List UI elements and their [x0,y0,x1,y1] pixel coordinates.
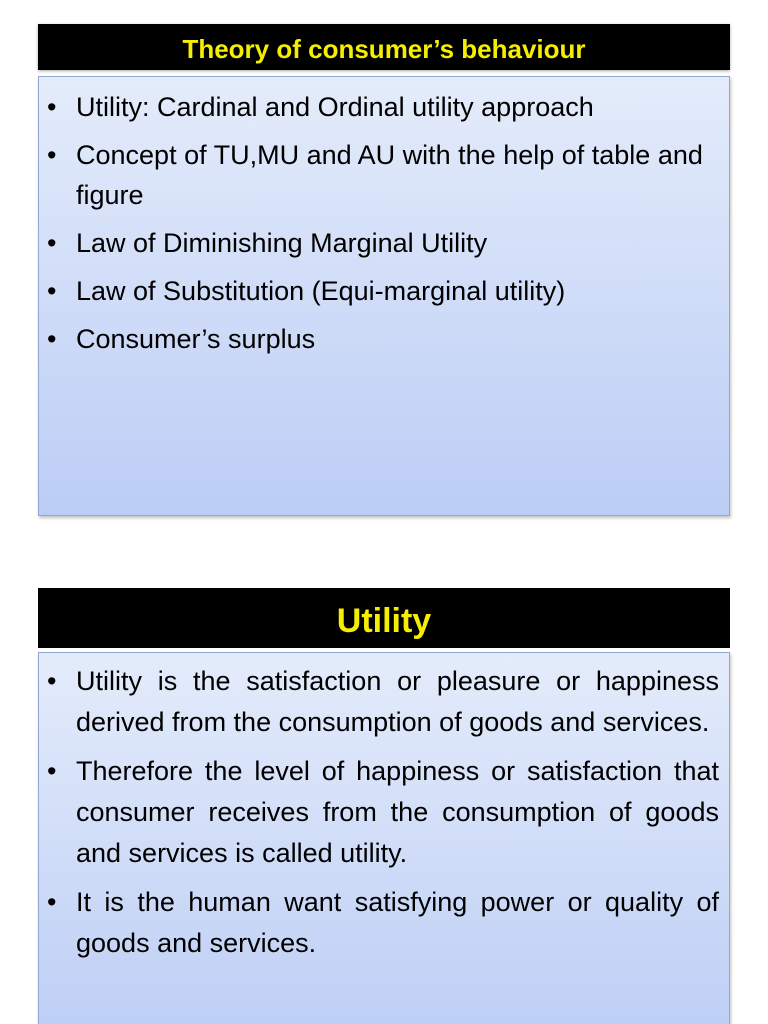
list-item [39,87,717,127]
slide1-bullet-list [39,87,717,359]
bullet-text: Therefore the level of happiness or satisfaction that consumer receives from the consumption of goods and services is called utility. [76,756,719,868]
bullet-icon: • [47,324,57,354]
bullet-text: Law of Substitution (Equi-marginal utility) [76,276,566,306]
list-item [39,271,717,311]
slide2-bullet-list [39,661,719,964]
bullet-icon: • [47,756,57,786]
bullet-icon: • [47,887,57,917]
list-item [39,319,717,359]
slide2-title: Utility [38,588,730,648]
bullet-icon: • [47,92,57,122]
bullet-text: Law of Diminishing Marginal Utility [76,228,488,258]
bullet-text: Concept of TU,MU and AU with the help of table and figure [76,140,703,210]
bullet-text: Utility is the satisfaction or pleasure or happiness derived from the consumption of goods and services. [76,666,719,737]
slide1-content-box [38,76,730,516]
bullet-icon: • [47,276,57,306]
slide1-title: Theory of consumer’s behaviour [38,24,730,70]
list-item [39,751,719,874]
bullet-text: Consumer’s surplus [76,324,316,354]
list-item [39,661,719,743]
slide2-content-box [38,652,730,1024]
bullet-icon: • [47,228,57,258]
list-item [39,882,719,964]
bullet-icon: • [47,140,57,170]
list-item [39,223,717,263]
bullet-text: Utility: Cardinal and Ordinal utility approach [76,92,594,122]
bullet-icon: • [47,666,57,696]
bullet-text: It is the human want satisfying power or quality of goods and services. [76,887,719,958]
list-item [39,135,717,215]
